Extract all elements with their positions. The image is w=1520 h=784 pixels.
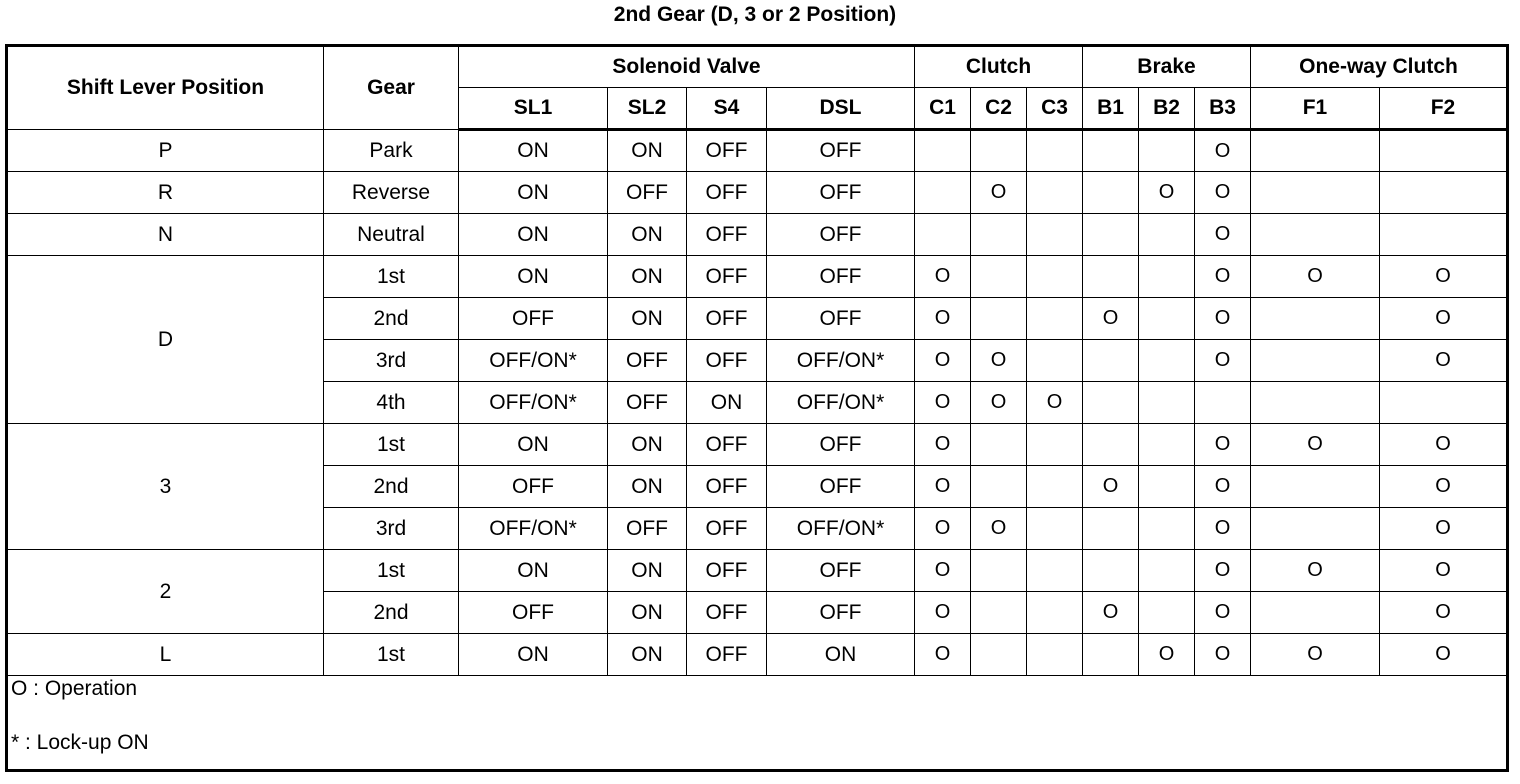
gear-cell: 2nd xyxy=(324,592,459,634)
table-cell: ON xyxy=(608,634,687,676)
table-cell: ON xyxy=(459,634,608,676)
table-cell xyxy=(1083,214,1139,256)
table-cell xyxy=(1139,298,1195,340)
table-cell: O xyxy=(971,382,1027,424)
table-cell xyxy=(1083,172,1139,214)
table-cell xyxy=(1139,130,1195,172)
table-row xyxy=(7,214,1508,256)
table-cell xyxy=(1380,130,1508,172)
column-header: F2 xyxy=(1380,88,1508,130)
gear-cell: 1st xyxy=(324,424,459,466)
gear-cell: 1st xyxy=(324,256,459,298)
table-cell xyxy=(1083,256,1139,298)
table-cell: O xyxy=(1380,508,1508,550)
table-cell: OFF xyxy=(608,382,687,424)
table-cell: ON xyxy=(687,382,767,424)
table-cell: O xyxy=(1251,634,1380,676)
table-cell: OFF xyxy=(687,214,767,256)
table-body xyxy=(7,130,1508,676)
table-cell: OFF xyxy=(687,592,767,634)
table-cell: O xyxy=(915,592,971,634)
table-cell: OFF/ON* xyxy=(459,508,608,550)
table-cell: ON xyxy=(608,592,687,634)
table-cell: O xyxy=(971,172,1027,214)
table-cell: O xyxy=(915,340,971,382)
column-header: F1 xyxy=(1251,88,1380,130)
table-cell xyxy=(1027,634,1083,676)
table-cell: OFF xyxy=(687,298,767,340)
column-header: S4 xyxy=(687,88,767,130)
table-cell: OFF xyxy=(687,508,767,550)
gear-cell: Neutral xyxy=(324,214,459,256)
table-cell: OFF xyxy=(767,214,915,256)
table-cell: O xyxy=(1380,340,1508,382)
table-cell: OFF xyxy=(459,298,608,340)
table-cell: O xyxy=(1083,466,1139,508)
table-cell: OFF xyxy=(608,508,687,550)
table-cell: OFF xyxy=(767,172,915,214)
legend-lockup: * : Lock-up ON xyxy=(11,731,149,754)
table-cell: OFF xyxy=(767,298,915,340)
table-cell xyxy=(1251,592,1380,634)
table-cell xyxy=(971,592,1027,634)
table-cell xyxy=(971,634,1027,676)
table-cell: O xyxy=(1083,592,1139,634)
table-cell xyxy=(1027,130,1083,172)
table-cell xyxy=(1251,466,1380,508)
shift-lever-position-cell: 2 xyxy=(7,550,324,634)
table-cell: O xyxy=(1195,550,1251,592)
table-cell xyxy=(1027,424,1083,466)
table-cell: O xyxy=(1380,466,1508,508)
table-cell: ON xyxy=(608,424,687,466)
table-cell: O xyxy=(1195,340,1251,382)
table-cell xyxy=(1139,508,1195,550)
table-row xyxy=(7,256,1508,298)
table-cell: O xyxy=(1195,172,1251,214)
table-cell: OFF xyxy=(767,256,915,298)
table-cell xyxy=(1027,592,1083,634)
table-cell: OFF xyxy=(687,172,767,214)
gear-cell: 2nd xyxy=(324,466,459,508)
table-cell: O xyxy=(1139,634,1195,676)
table-cell: ON xyxy=(608,298,687,340)
table-cell: O xyxy=(1380,634,1508,676)
table-cell: OFF/ON* xyxy=(459,382,608,424)
header-one-way-clutch: One-way Clutch xyxy=(1251,46,1508,88)
table-cell xyxy=(1251,130,1380,172)
table-cell xyxy=(1139,214,1195,256)
table-cell xyxy=(971,466,1027,508)
column-header: B3 xyxy=(1195,88,1251,130)
shift-lever-position-cell: 3 xyxy=(7,424,324,550)
table-cell xyxy=(1251,172,1380,214)
table-cell: O xyxy=(1027,382,1083,424)
gear-cell: Park xyxy=(324,130,459,172)
table-cell xyxy=(1251,508,1380,550)
table-cell: O xyxy=(971,340,1027,382)
operation-table xyxy=(5,44,1509,772)
table-cell: O xyxy=(1251,256,1380,298)
gear-cell: Reverse xyxy=(324,172,459,214)
table-cell: OFF xyxy=(687,424,767,466)
table-cell xyxy=(1195,382,1251,424)
header-brake: Brake xyxy=(1083,46,1251,88)
table-cell xyxy=(1380,214,1508,256)
column-header: C2 xyxy=(971,88,1027,130)
shift-lever-position-cell: L xyxy=(7,634,324,676)
shift-lever-position-cell: D xyxy=(7,256,324,424)
column-header: C3 xyxy=(1027,88,1083,130)
table-cell xyxy=(1027,340,1083,382)
column-header: B2 xyxy=(1139,88,1195,130)
table-cell: ON xyxy=(459,424,608,466)
column-header: SL1 xyxy=(459,88,608,130)
table-cell: O xyxy=(915,466,971,508)
column-header: C1 xyxy=(915,88,971,130)
table-cell: OFF xyxy=(767,592,915,634)
table-cell xyxy=(971,214,1027,256)
table-row xyxy=(7,130,1508,172)
table-cell: OFF xyxy=(767,130,915,172)
shift-lever-position-cell: P xyxy=(7,130,324,172)
table-cell: OFF/ON* xyxy=(767,508,915,550)
gear-cell: 1st xyxy=(324,550,459,592)
table-cell xyxy=(1027,550,1083,592)
table-cell: OFF xyxy=(687,256,767,298)
table-cell xyxy=(971,298,1027,340)
table-cell xyxy=(1251,214,1380,256)
table-cell: O xyxy=(1195,592,1251,634)
table-row xyxy=(7,424,1508,466)
table-cell xyxy=(971,256,1027,298)
table-cell: O xyxy=(1380,298,1508,340)
table-cell: OFF xyxy=(687,634,767,676)
header-solenoid-valve: Solenoid Valve xyxy=(459,46,915,88)
table-cell: ON xyxy=(459,214,608,256)
column-header: DSL xyxy=(767,88,915,130)
table-cell xyxy=(1139,550,1195,592)
table-cell: OFF xyxy=(687,466,767,508)
table-cell: OFF xyxy=(687,550,767,592)
table-cell: OFF xyxy=(459,466,608,508)
table-cell xyxy=(1083,340,1139,382)
gear-cell: 3rd xyxy=(324,508,459,550)
table-cell: O xyxy=(1380,550,1508,592)
table-cell: ON xyxy=(459,256,608,298)
table-cell xyxy=(1027,508,1083,550)
table-cell: O xyxy=(1195,214,1251,256)
table-cell xyxy=(1251,298,1380,340)
table-cell xyxy=(971,130,1027,172)
table-cell: O xyxy=(915,382,971,424)
table-cell: O xyxy=(1139,172,1195,214)
column-header: SL2 xyxy=(608,88,687,130)
table-row xyxy=(7,172,1508,214)
table-cell: O xyxy=(1380,256,1508,298)
table-cell: ON xyxy=(608,550,687,592)
table-cell: OFF xyxy=(767,550,915,592)
table-cell: OFF xyxy=(767,466,915,508)
legend xyxy=(7,676,1508,771)
table-cell: O xyxy=(1380,592,1508,634)
table-cell xyxy=(1139,382,1195,424)
table-cell xyxy=(915,172,971,214)
table-cell: ON xyxy=(608,214,687,256)
shift-lever-position-cell: N xyxy=(7,214,324,256)
header-shift-lever-position: Shift Lever Position xyxy=(7,46,324,130)
table-cell xyxy=(1083,634,1139,676)
table-row xyxy=(7,634,1508,676)
table-cell xyxy=(1380,172,1508,214)
table-cell xyxy=(1027,172,1083,214)
table-cell xyxy=(1027,466,1083,508)
table-cell: O xyxy=(915,550,971,592)
table-cell: O xyxy=(1251,424,1380,466)
table-cell xyxy=(1083,382,1139,424)
table-cell: O xyxy=(915,298,971,340)
table-row xyxy=(7,550,1508,592)
table-title: 2nd Gear (D, 3 or 2 Position) xyxy=(613,3,897,26)
table-cell xyxy=(1083,508,1139,550)
table-cell: OFF xyxy=(608,172,687,214)
table-cell: OFF xyxy=(767,424,915,466)
table-cell xyxy=(1083,550,1139,592)
table-cell: O xyxy=(915,634,971,676)
table-cell xyxy=(1139,424,1195,466)
table-cell: ON xyxy=(459,130,608,172)
gear-cell: 3rd xyxy=(324,340,459,382)
gear-cell: 1st xyxy=(324,634,459,676)
table-cell xyxy=(1139,592,1195,634)
column-header: B1 xyxy=(1083,88,1139,130)
table-cell: OFF xyxy=(459,592,608,634)
table-cell xyxy=(971,424,1027,466)
table-cell: ON xyxy=(459,550,608,592)
table-cell xyxy=(915,130,971,172)
table-cell xyxy=(1139,466,1195,508)
legend-operation: O : Operation xyxy=(11,677,138,700)
table-cell: OFF xyxy=(687,340,767,382)
header-gear: Gear xyxy=(324,46,459,130)
table-cell: ON xyxy=(767,634,915,676)
table-cell xyxy=(1251,340,1380,382)
table-cell: O xyxy=(1251,550,1380,592)
table-cell: O xyxy=(915,508,971,550)
table-cell xyxy=(1380,382,1508,424)
table-cell xyxy=(1083,424,1139,466)
table-cell xyxy=(1027,214,1083,256)
table-cell: OFF xyxy=(687,130,767,172)
table-cell xyxy=(1251,382,1380,424)
gear-cell: 2nd xyxy=(324,298,459,340)
table-cell: OFF/ON* xyxy=(459,340,608,382)
gear-cell: 4th xyxy=(324,382,459,424)
table-cell: O xyxy=(1195,424,1251,466)
table-cell xyxy=(915,214,971,256)
table-cell: OFF/ON* xyxy=(767,340,915,382)
shift-lever-position-cell: R xyxy=(7,172,324,214)
table-cell: O xyxy=(1195,130,1251,172)
table-cell xyxy=(1139,256,1195,298)
table-cell xyxy=(1139,340,1195,382)
table-cell xyxy=(1027,256,1083,298)
table-cell: O xyxy=(971,508,1027,550)
table-cell: ON xyxy=(608,130,687,172)
table-cell: O xyxy=(915,424,971,466)
table-cell: O xyxy=(1195,298,1251,340)
table-cell: O xyxy=(1195,466,1251,508)
table-cell: O xyxy=(915,256,971,298)
header-clutch: Clutch xyxy=(915,46,1083,88)
table-cell: OFF/ON* xyxy=(767,382,915,424)
table-cell xyxy=(1083,130,1139,172)
table-cell: ON xyxy=(459,172,608,214)
table-cell: OFF xyxy=(608,340,687,382)
table-cell: O xyxy=(1195,508,1251,550)
table-cell: O xyxy=(1083,298,1139,340)
table-cell: O xyxy=(1380,424,1508,466)
table-cell: ON xyxy=(608,256,687,298)
table-cell: O xyxy=(1195,256,1251,298)
table-cell: ON xyxy=(608,466,687,508)
table-cell xyxy=(1027,298,1083,340)
table-cell: O xyxy=(1195,634,1251,676)
table-cell xyxy=(971,550,1027,592)
